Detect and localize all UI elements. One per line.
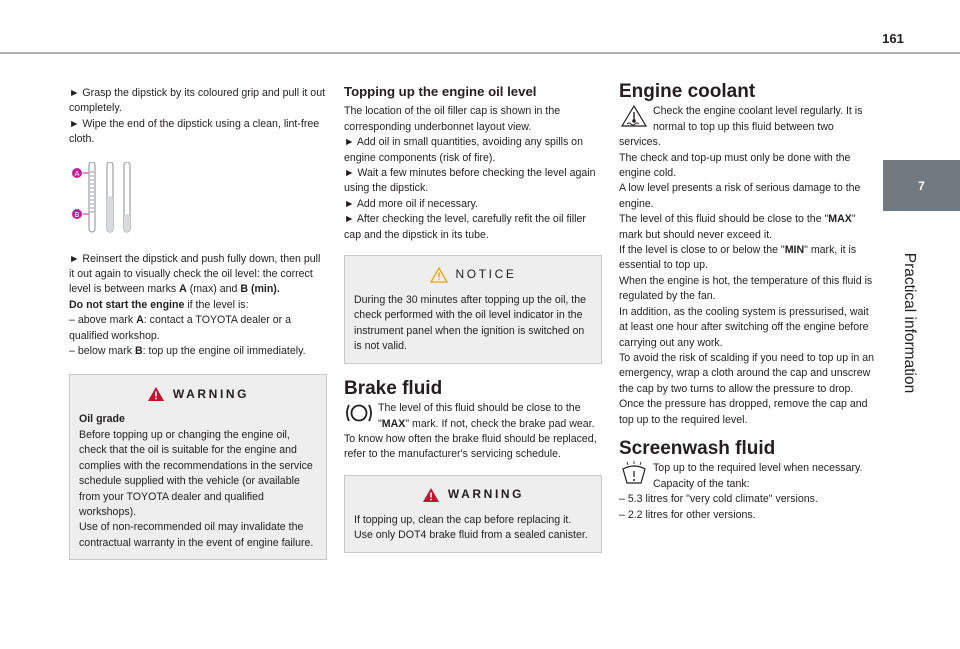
warning-text-2: Use of non-recommended oil may invalidate the contractual warranty in the event of engine failure. — [79, 521, 314, 549]
chapter-title-text: Practical information — [901, 252, 918, 393]
coolant-min-line: If the level is close to or below the "MIN" mark, it is essential to top up. — [619, 244, 857, 272]
above-mark-a: – above mark A: contact a TOYOTA dealer or a qualified workshop. — [69, 314, 292, 342]
page-number: 161 — [882, 31, 904, 46]
column-1 — [69, 86, 327, 560]
warning-heading: Oil grade — [79, 413, 125, 426]
heading-topping-up: Topping up the engine oil level — [344, 84, 537, 99]
warning-title: WARNING — [172, 386, 250, 401]
warning-title: WARNING — [447, 487, 525, 502]
heading-screenwash: Screenwash fluid — [619, 437, 776, 459]
step-reinsert: ► Reinsert the dipstick and push fully down, then pull it out again to visually check the oil level: the correct level is between marks A (max) and B (min). — [69, 252, 321, 296]
coolant-max-line: The level of this fluid should be close to the "MAX" mark but should never exceed it. — [619, 213, 856, 241]
topup-line: The location of the oil filler cap is shown in the corresponding underbonnet layout view. — [344, 105, 561, 133]
chapter-tab[interactable]: 7 — [883, 160, 960, 211]
coolant-line: A low level presents a risk of serious damage to the engine. — [619, 182, 861, 210]
dipstick-icon — [69, 162, 149, 236]
screenwash-line: – 5.3 litres for "very cold climate" versions. — [619, 493, 818, 506]
warning-triangle-icon — [147, 386, 165, 402]
warning-header — [79, 383, 317, 405]
topup-line: ► Wait a few minutes before checking the level again using the dipstick. — [344, 167, 596, 195]
screenwash-line: Capacity of the tank: — [653, 477, 750, 490]
coolant-temperature-icon — [619, 104, 649, 128]
topup-line: ► Add more oil if necessary. — [344, 197, 478, 210]
header-rule — [0, 52, 960, 54]
screenwash-paragraph: Top up to the required level when necessary. — [619, 461, 875, 476]
topup-line: ► Add oil in small quantities, avoiding any spills on engine components (risk of fire). — [344, 136, 583, 164]
dipstick-illustration — [69, 162, 327, 236]
do-not-start: Do not start the engine if the level is: — [69, 298, 249, 311]
brake-warning-icon — [344, 401, 374, 425]
coolant-line: To avoid the risk of scalding if you need to top up in an emergency, wrap a cloth around the cap and unscrew the cap by two turns to allow the pressure to drop. — [619, 351, 874, 395]
warning-oil-grade-box — [69, 374, 327, 560]
below-mark-b: – below mark B: top up the engine oil immediately. — [69, 345, 306, 358]
warning-header — [354, 484, 592, 506]
brake-replace-paragraph: To know how often the brake fluid should be replaced, refer to the manufacturer's servicing schedule. — [344, 432, 597, 461]
warning-brake-box — [344, 475, 602, 553]
topup-line: ► After checking the level, carefully refit the oil filler cap and the dipstick in its tube. — [344, 213, 586, 241]
coolant-check-paragraph: Check the engine coolant level regularly. It is normal to top up this fluid between two services. — [619, 105, 863, 149]
column-3 — [619, 81, 875, 523]
coolant-line: The check and top-up must only be done with the engine cold. — [619, 151, 851, 180]
mark-a-label: A — [74, 169, 80, 178]
step-wipe: ► Wipe the end of the dipstick using a clean, lint-free cloth. — [69, 117, 320, 146]
column-2 — [344, 84, 602, 553]
brake-level-paragraph: The level of this fluid should be close to the "MAX" mark. If not, check the brake pad wear. — [344, 401, 602, 432]
notice-box — [344, 255, 602, 364]
notice-title: NOTICE — [455, 267, 517, 282]
coolant-line: Once the pressure has dropped, remove the cap and top up to the required level. — [619, 398, 868, 426]
notice-text: During the 30 minutes after topping up the oil, the check performed with the oil level indicator in the instrument panel when the ignition is switched on is not valid. — [354, 294, 587, 353]
screenwash-line: – 2.2 litres for other versions. — [619, 508, 756, 521]
notice-header — [354, 264, 592, 286]
warning-triangle-icon — [422, 487, 440, 503]
heading-brake-fluid: Brake fluid — [344, 377, 443, 399]
notice-triangle-icon — [430, 267, 448, 283]
warning-text: If topping up, clean the cap before replacing it. Use only DOT4 brake fluid from a sealed canister. — [354, 513, 588, 542]
warning-text: Before topping up or changing the engine oil, check that the oil is suitable for the engine and complies with the recommendations in the service schedule supplied with the vehicle (or available from your TOYOTA dealer and qualified workshops). — [79, 428, 313, 518]
coolant-line: When the engine is hot, the temperature of this fluid is regulated by the fan. — [619, 274, 873, 303]
step-grasp: ► Grasp the dipstick by its coloured grip and pull it out completely. — [69, 87, 326, 115]
chapter-title — [883, 225, 935, 420]
heading-engine-coolant: Engine coolant — [619, 81, 756, 102]
coolant-line: In addition, as the cooling system is pressurised, wait at least one hour after switching off the engine before carrying out any work. — [619, 305, 869, 349]
screenwash-icon — [619, 461, 649, 485]
mark-b-label: B — [74, 210, 80, 219]
